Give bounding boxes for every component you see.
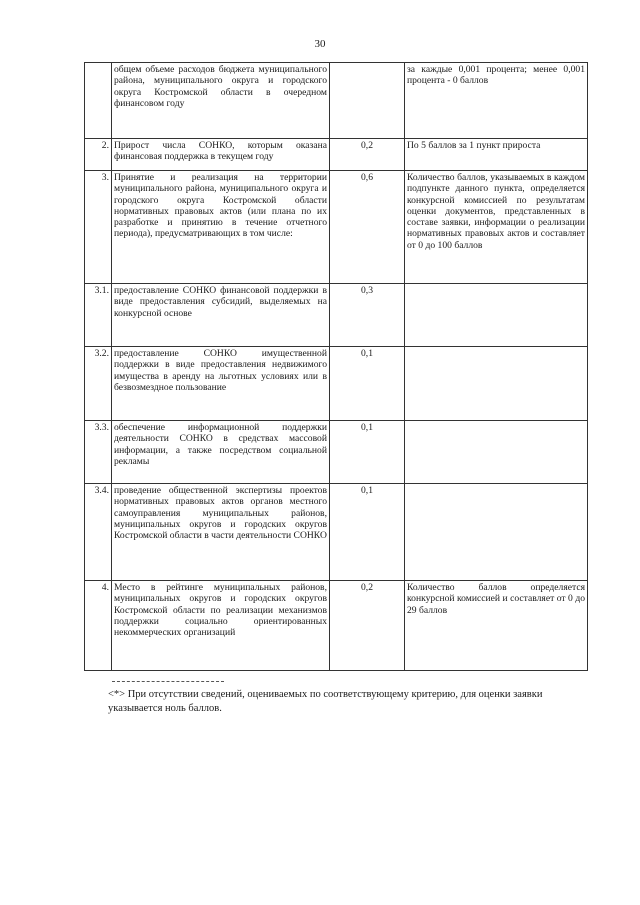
criterion-cell: Принятие и реализация на территории муниципального района, муниципального округа и городского округа Костромской области нормативных правовых актов (или плана по их разработке и принятию в течение отчетного периода), предусматривающих в том числе: [112,171,330,284]
criterion-cell: предоставление СОНКО имущественной поддержки в виде предоставления недвижимого имущества в аренду на льготных условиях или в безвозмездное пользование [112,347,330,421]
weight-cell: 0,1 [330,421,405,484]
weight-cell: 0,2 [330,581,405,671]
weight-cell: 0,3 [330,284,405,347]
row-number: 3. [85,171,112,284]
method-cell [405,347,588,421]
row-number: 3.4. [85,484,112,581]
weight-cell [330,63,405,139]
footnote-text: При отсутствии сведений, оцениваемых по соответствующему критерию, для оценки заявки указывается ноль баллов. [108,689,543,714]
row-number: 4. [85,581,112,671]
weight-cell: 0,6 [330,171,405,284]
method-cell: за каждые 0,001 процента; менее 0,001 процента - 0 баллов [405,63,588,139]
footnote-mark: <*> [108,689,126,700]
table-row [85,581,588,671]
weight-cell: 0,2 [330,139,405,171]
criterion-cell: проведение общественной экспертизы проектов нормативных правовых актов органов местного самоуправления муниципальных районов, муниципальных округов и городских округов Костромской области в части деятельности СОНКО [112,484,330,581]
method-cell: По 5 баллов за 1 пункт прироста [405,139,588,171]
criterion-cell: Прирост числа СОНКО, которым оказана финансовая поддержка в текущем году [112,139,330,171]
method-cell: Количество баллов определяется конкурсной комиссией и составляет от 0 до 29 баллов [405,581,588,671]
table-row [85,284,588,347]
method-cell [405,484,588,581]
table-row [85,347,588,421]
weight-cell: 0,1 [330,347,405,421]
footnote [108,688,588,716]
footnote-divider [112,681,224,682]
table-row [85,139,588,171]
method-cell [405,421,588,484]
table-row [85,171,588,284]
table-row [85,63,588,139]
row-number: 2. [85,139,112,171]
criterion-cell: предоставление СОНКО финансовой поддержки в виде предоставления субсидий, выделяемых на конкурсной основе [112,284,330,347]
row-number: 3.2. [85,347,112,421]
row-number: 3.1. [85,284,112,347]
row-number: 3.3. [85,421,112,484]
row-number [85,63,112,139]
weight-cell: 0,1 [330,484,405,581]
method-cell [405,284,588,347]
table-row [85,421,588,484]
page-number: 30 [314,38,326,50]
criterion-cell: обеспечение информационной поддержки деятельности СОНКО в средствах массовой информации, а также посредством социальной рекламы [112,421,330,484]
criterion-cell: общем объеме расходов бюджета муниципального района, муниципального округа и городского округа Костромской области в очередном финансовом году [112,63,330,139]
table-row [85,484,588,581]
method-cell: Количество баллов, указываемых в каждом подпункте данного пункта, определяется конкурсной комиссией по результатам оценки документов, представленных в составе заявки, информации о реализации нормативных правовых актов и составляет от 0 до 100 баллов [405,171,588,284]
criterion-cell: Место в рейтинге муниципальных районов, муниципальных округов и городских округов Костромской области по реализации механизмов поддержки социально ориентированных некоммерческих организаций [112,581,330,671]
criteria-table [84,62,588,671]
